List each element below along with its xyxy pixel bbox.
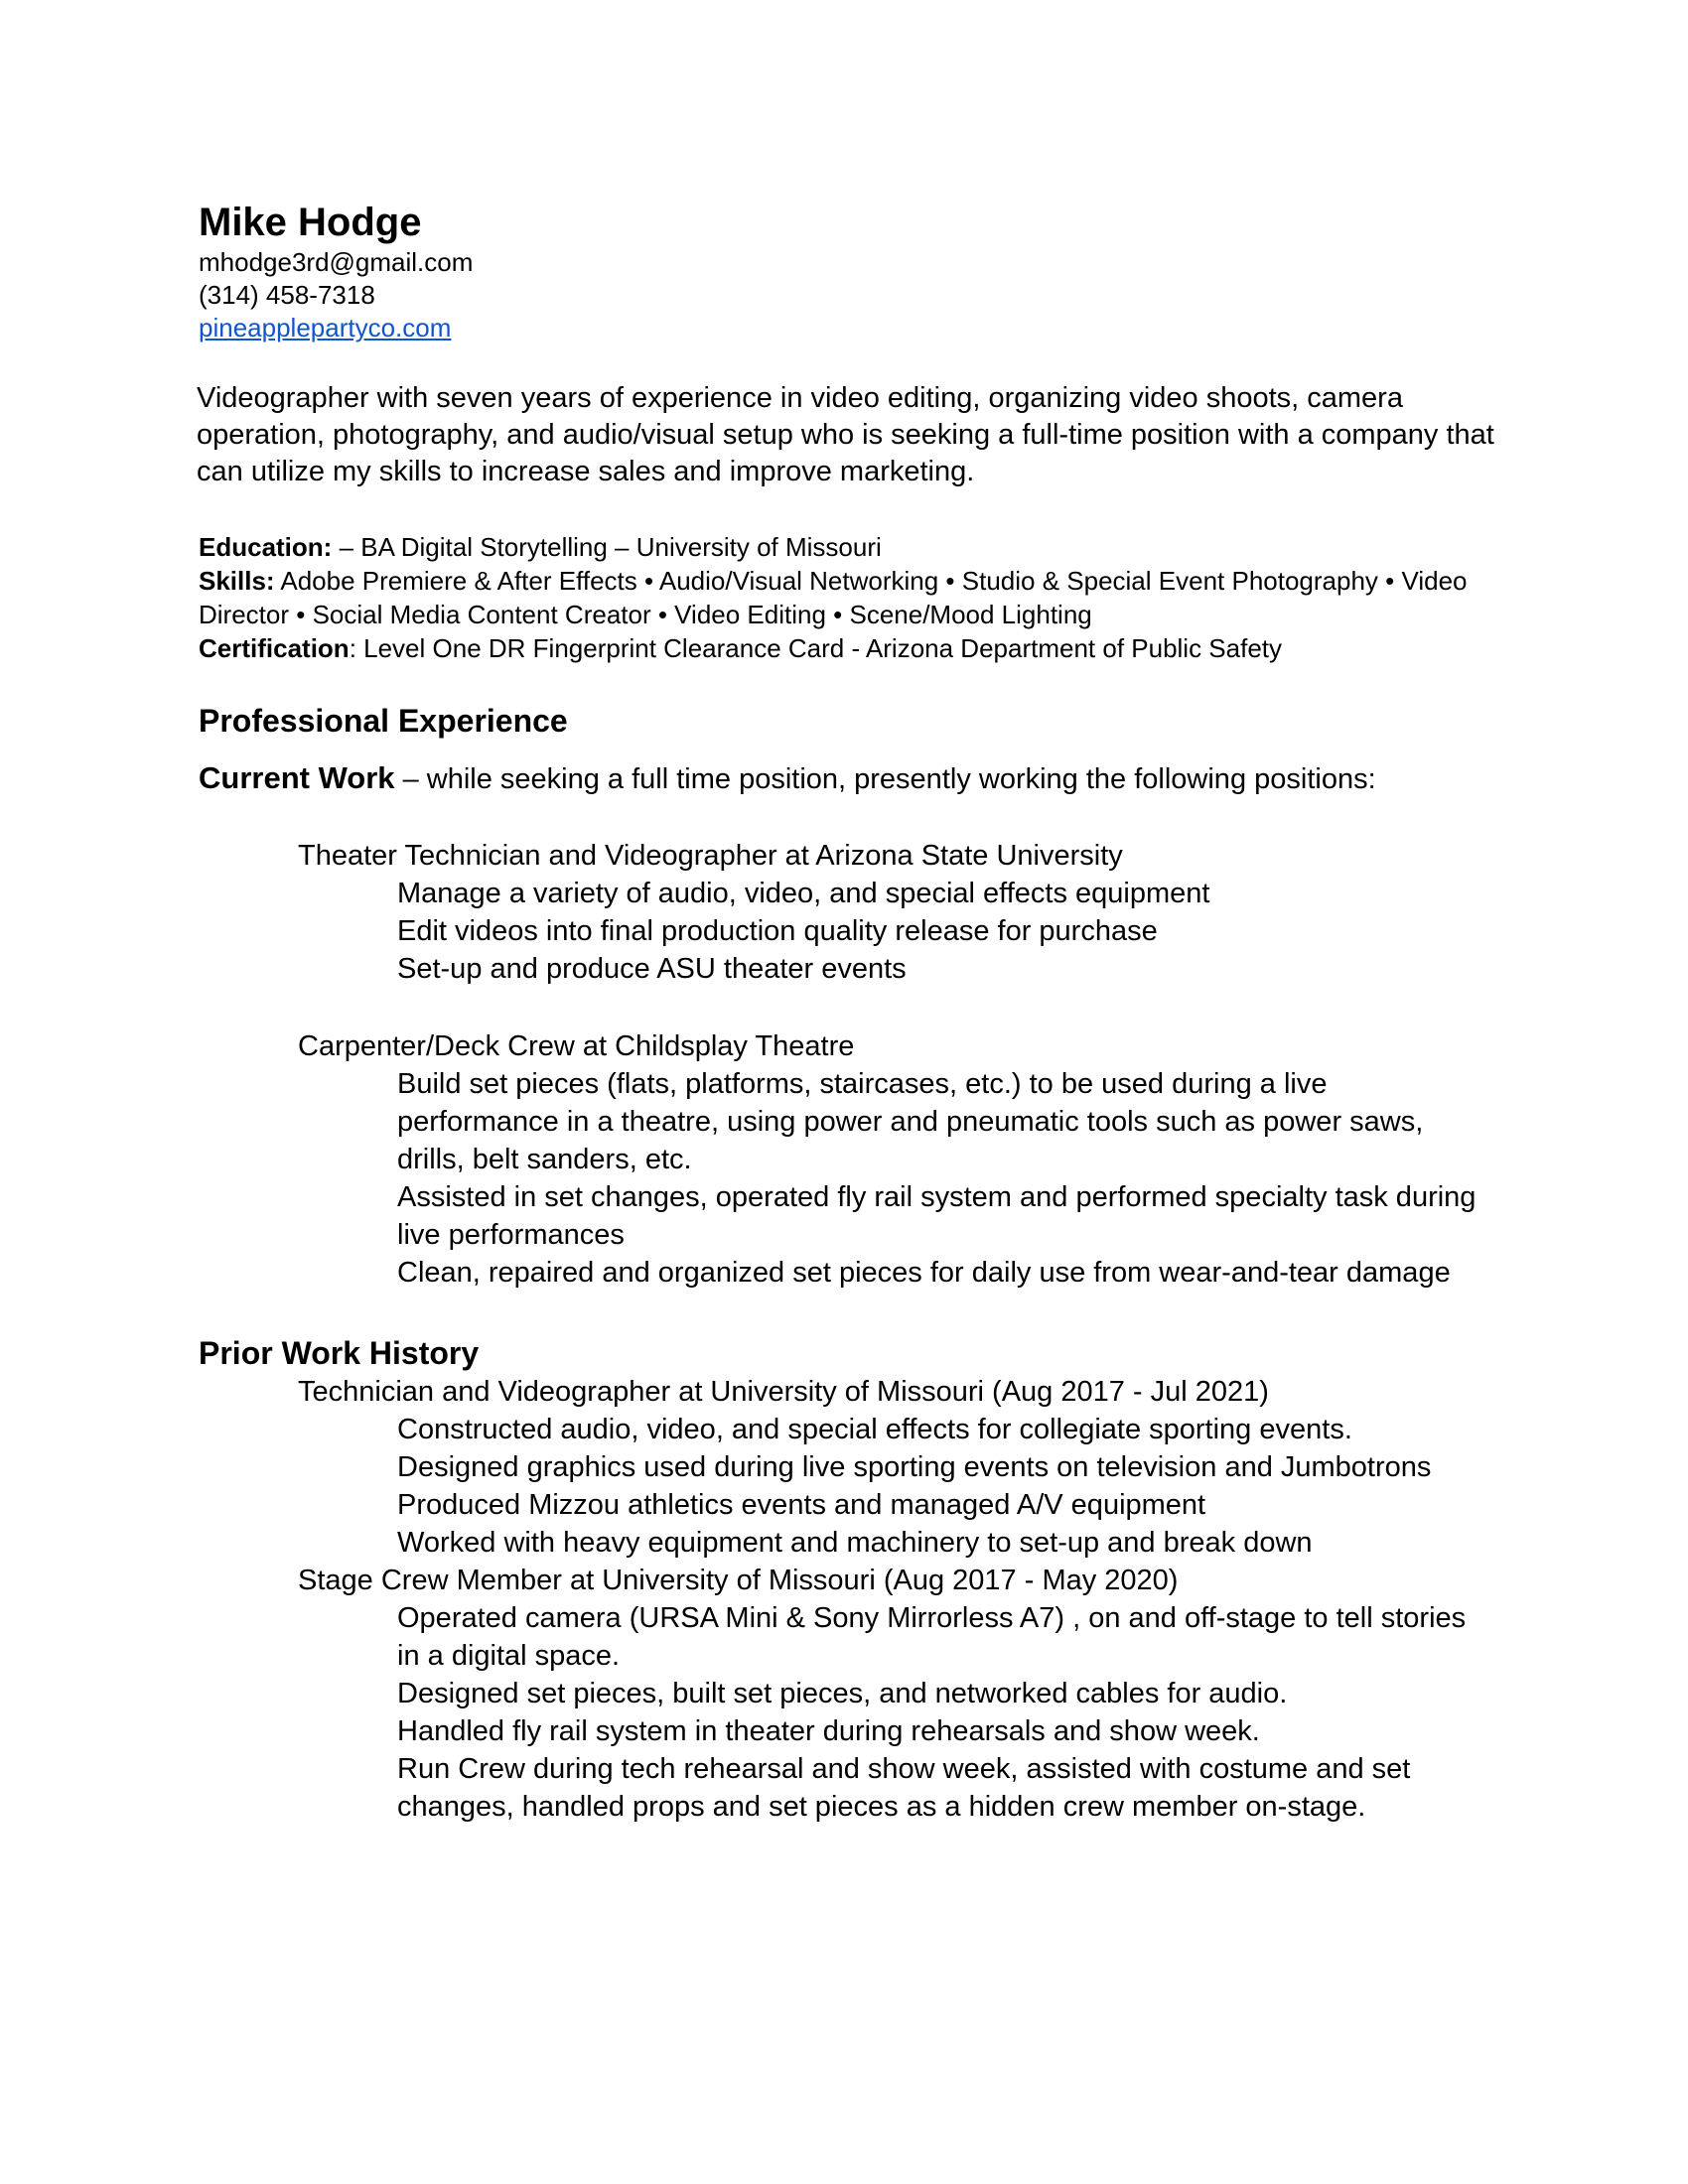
job-title: Theater Technician and Videographer at Arizona State University	[298, 840, 1123, 872]
skills-value: Adobe Premiere & After Effects • Audio/Visual Networking • Studio & Special Event Photography • Video Director • Social Media Content Creator • Video Editing • Scene/Mood Lighting	[199, 566, 1468, 629]
skills-label: Skills:	[199, 566, 275, 596]
education-value: – BA Digital Storytelling – University of Missouri	[332, 532, 882, 562]
job-duty: Handled fly rail system in theater during rehearsals and show week.	[397, 1715, 1260, 1747]
job-title: Carpenter/Deck Crew at Childsplay Theatre	[298, 1030, 855, 1062]
email-text: mhodge3rd@gmail.com	[199, 247, 474, 277]
resume-name: Mike Hodge	[199, 201, 422, 244]
current-work-label: Current Work	[199, 760, 395, 795]
certification-line	[199, 631, 1519, 665]
contact-block	[199, 246, 1519, 344]
summary-paragraph: Videographer with seven years of experience in video editing, organizing video shoots, camera operation, photography, and audio/visual setup who is seeking a full-time position with a company that can utilize my skills to increase sales and improve marketing.	[197, 382, 1494, 487]
job-duty: Worked with heavy equipment and machinery to set-up and break down	[397, 1527, 1313, 1559]
education-label: Education:	[199, 532, 333, 562]
website-row	[199, 312, 1519, 344]
current-work-line	[199, 759, 1519, 798]
job-duties-list	[397, 1599, 1519, 1826]
job-duty: Designed set pieces, built set pieces, and networked cables for audio.	[397, 1678, 1288, 1709]
job-duties-list	[397, 875, 1519, 988]
job-duty: Produced Mizzou athletics events and managed A/V equipment	[397, 1489, 1206, 1521]
skills-line	[199, 564, 1519, 631]
job-duty: Run Crew during tech rehearsal and show week, assisted with costume and set changes, handled props and set pieces as a hidden crew member on-stage.	[397, 1753, 1411, 1823]
professional-experience-heading: Professional Experience	[199, 703, 568, 739]
resume-page	[199, 199, 1519, 1826]
job-duty: Operated camera (URSA Mini & Sony Mirrorless A7) , on and off-stage to tell stories in a digital space.	[397, 1602, 1467, 1672]
job-duty: Build set pieces (flats, platforms, staircases, etc.) to be used during a live performance in a theatre, using power and pneumatic tools such as power saws, drills, belt sanders, etc.	[397, 1068, 1424, 1175]
job-duty: Edit videos into final production quality release for purchase	[397, 915, 1158, 947]
job-title: Stage Crew Member at University of Missouri (Aug 2017 - May 2020)	[298, 1565, 1179, 1596]
job-duties-list	[397, 1065, 1519, 1292]
job-duty: Clean, repaired and organized set pieces for daily use from wear-and-tear damage	[397, 1257, 1451, 1289]
current-work-text: – while seeking a full time position, presently working the following positions:	[394, 763, 1376, 795]
job-title: Technician and Videographer at University of Missouri (Aug 2017 - Jul 2021)	[298, 1376, 1269, 1408]
job-duty: Assisted in set changes, operated fly rail system and performed specialty task during live performances	[397, 1181, 1477, 1251]
info-block	[199, 530, 1519, 665]
phone-text: (314) 458-7318	[199, 280, 375, 310]
website-link[interactable]: pineapplepartyco.com	[199, 313, 452, 342]
certification-value: : Level One DR Fingerprint Clearance Card - Arizona Department of Public Safety	[349, 633, 1283, 663]
certification-label: Certification	[199, 633, 350, 663]
job-duty: Constructed audio, video, and special effects for collegiate sporting events.	[397, 1414, 1352, 1445]
education-line	[199, 530, 1519, 564]
job-duty: Manage a variety of audio, video, and special effects equipment	[397, 878, 1210, 909]
job-duty: Designed graphics used during live sporting events on television and Jumbotrons	[397, 1451, 1432, 1483]
job-duty: Set-up and produce ASU theater events	[397, 953, 907, 985]
job-duties-list	[397, 1411, 1519, 1562]
prior-work-heading: Prior Work History	[199, 1335, 480, 1371]
